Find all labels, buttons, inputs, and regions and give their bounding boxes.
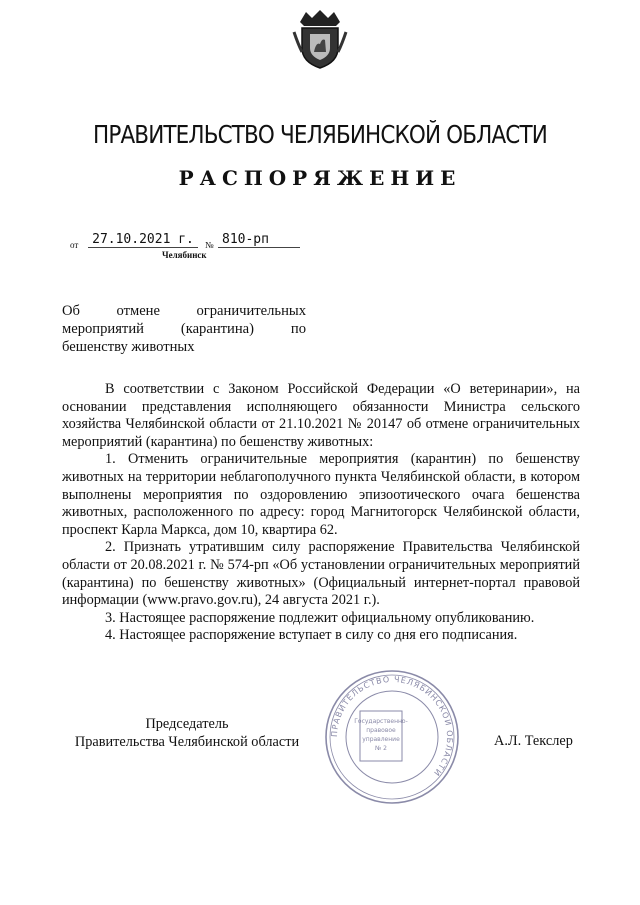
date-prefix: от [70, 240, 79, 250]
document-type-title: РАСПОРЯЖЕНИЕ [178, 166, 462, 190]
signer-position-line2: Правительства Челябинской области [74, 734, 300, 750]
body-paragraph: 1. Отменить ограничительные мероприятия (карантин) по бешенству животных на территории неблагополучного пункта Челябинской области, в котором выполнены мероприятия по оздоровлению эпизоотического очага бешенства животных, расположенного по адресу: город Магнитогорск Челябинской области, проспект Карла Маркса, дом 10, квартира 62. [62, 451, 580, 538]
signer-position [62, 715, 312, 751]
stamp-center-line3: управление [362, 736, 400, 743]
stamp-center-line4: № 2 [375, 745, 387, 752]
stamp-center-line1: Государственно- [354, 718, 408, 725]
document-city: Челябинск [162, 250, 207, 260]
number-prefix: № [205, 240, 214, 250]
signer-name: А.Л. Текслер [494, 733, 573, 749]
document-body [62, 381, 580, 645]
document-date: 27.10.2021 г. [88, 232, 198, 248]
document-subject: Об отмене ограничительных мероприятий (карантина) по бешенству животных [62, 303, 306, 355]
coat-of-arms-icon [292, 8, 348, 70]
document-number: 810-рп [218, 232, 300, 248]
body-paragraph: В соответствии с Законом Российской Федерации «О ветеринарии», на основании представления исполняющего обязанности Министра сельского хозяйства Челябинской области от 21.10.2021 № 20147 об отмене ограничительных мероприятий (карантина) по бешенству животных: [62, 381, 580, 450]
official-stamp-icon [322, 667, 462, 807]
body-paragraph: 4. Настоящее распоряжение вступает в силу со дня его подписания. [105, 627, 518, 644]
stamp-center-line2: правовое [366, 727, 396, 734]
body-paragraph: 3. Настоящее распоряжение подлежит официальному опубликованию. [105, 609, 535, 626]
stamp-ring-text: ПРАВИТЕЛЬСТВО ЧЕЛЯБИНСКОЙ ОБЛАСТИ [329, 674, 455, 779]
signer-position-line1: Председатель [145, 716, 229, 732]
body-paragraph: 2. Признать утратившим силу распоряжение Правительства Челябинской области от 20.08.2021 г. № 574-рп «Об установлении ограничительных мероприятий (карантина) по бешенству животных» (Официальный интернет-портал правовой информации (www.pravo.gov.ru), 24 августа 2021 г.). [62, 539, 580, 609]
government-title: ПРАВИТЕЛЬСТВО ЧЕЛЯБИНСКОЙ ОБЛАСТИ [93, 120, 547, 149]
